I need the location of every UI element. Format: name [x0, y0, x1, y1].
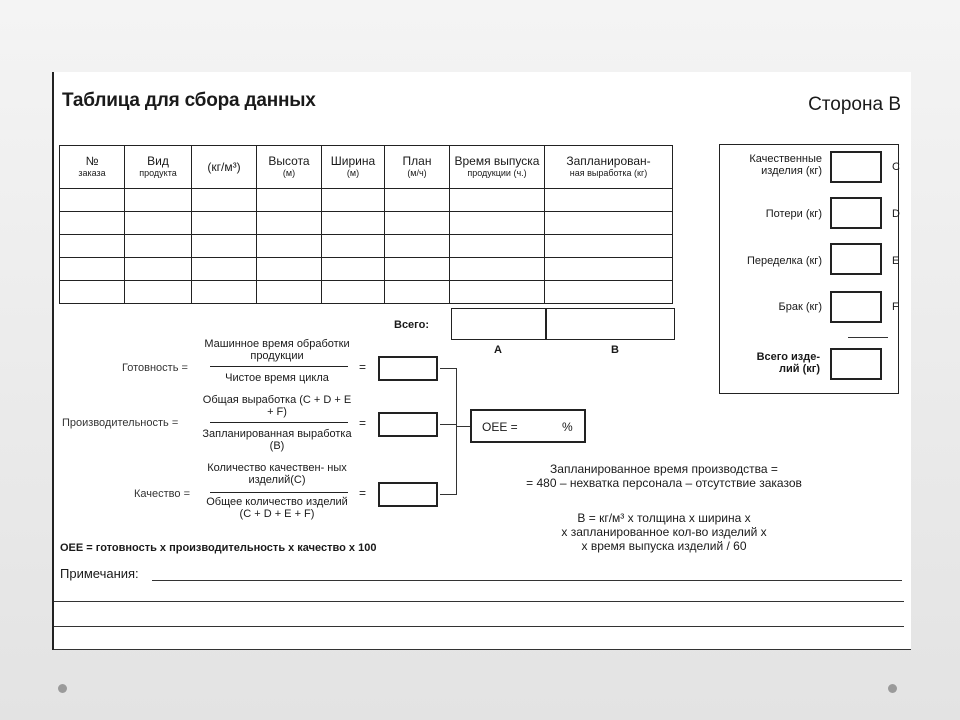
- column-letter-b: B: [611, 344, 619, 356]
- table-cell[interactable]: [322, 189, 385, 212]
- table-cell[interactable]: [60, 212, 125, 235]
- slide-bullet-left: [58, 684, 67, 693]
- quality-items-label: Качественные изделия (кг): [749, 153, 822, 177]
- total-production-time-field[interactable]: [451, 308, 547, 340]
- table-cell[interactable]: [322, 235, 385, 258]
- table-cell[interactable]: [322, 258, 385, 281]
- table-cell[interactable]: [192, 212, 257, 235]
- table-cell[interactable]: [192, 189, 257, 212]
- table-cell[interactable]: [322, 212, 385, 235]
- table-row: [60, 212, 673, 235]
- table-cell[interactable]: [257, 235, 322, 258]
- output-panel: [719, 144, 899, 394]
- quality-denominator: Общее количество изделий (C + D + E + F): [206, 496, 348, 520]
- oee-definition: OEE = готовность х производительность х качество х 100: [60, 542, 377, 554]
- table-cell[interactable]: [60, 189, 125, 212]
- b-formula-line-2: х запланированное кол-во изделий х: [561, 525, 767, 539]
- table-cell[interactable]: [545, 281, 673, 304]
- table-cell[interactable]: [450, 258, 545, 281]
- oee-percent-sign: %: [562, 420, 573, 434]
- remarks-label: Примечания:: [60, 566, 139, 581]
- page-edge: [54, 649, 911, 650]
- table-cell[interactable]: [385, 281, 450, 304]
- total-planned-output-field[interactable]: [545, 308, 675, 340]
- column-letter-a: A: [494, 344, 502, 356]
- table-cell[interactable]: [545, 258, 673, 281]
- letter-f: F: [892, 301, 899, 313]
- availability-equals: =: [359, 360, 367, 374]
- performance-label: Производительность =: [62, 417, 179, 429]
- table-cell[interactable]: [545, 212, 673, 235]
- performance-equals: =: [359, 416, 367, 430]
- quality-equals: =: [359, 486, 367, 500]
- header-width: Ширина (м): [322, 146, 385, 189]
- performance-numerator: Общая выработка (C + D + E + F): [202, 394, 352, 418]
- letter-d: D: [892, 208, 900, 220]
- bracket-line: [456, 426, 470, 427]
- data-collection-form: [52, 72, 911, 650]
- table-row: [60, 189, 673, 212]
- quality-fraction-bar: [210, 492, 348, 493]
- header-plan: План (м/ч): [385, 146, 450, 189]
- quality-label: Качество =: [134, 488, 190, 500]
- table-cell[interactable]: [125, 258, 192, 281]
- losses-label: Потери (кг): [765, 208, 822, 220]
- table-row: [60, 258, 673, 281]
- bracket-line: [440, 424, 456, 425]
- performance-denominator: Запланированная выработка (В): [202, 428, 352, 452]
- table-cell[interactable]: [545, 189, 673, 212]
- quality-numerator: Количество качествен- ных изделий(С): [207, 462, 347, 486]
- planned-time-line-1: Запланированное время производства =: [550, 462, 778, 476]
- total-items-field[interactable]: [830, 348, 882, 380]
- remarks-line[interactable]: [152, 580, 902, 581]
- b-formula-line-3: х время выпуска изделий / 60: [581, 539, 747, 553]
- table-cell[interactable]: [257, 258, 322, 281]
- bracket-line: [456, 368, 457, 495]
- table-cell[interactable]: [125, 212, 192, 235]
- table-cell[interactable]: [450, 235, 545, 258]
- slide-bullet-right: [888, 684, 897, 693]
- table-header-row: [60, 146, 673, 189]
- availability-fraction-bar: [210, 366, 348, 367]
- bracket-line: [440, 494, 456, 495]
- table-cell[interactable]: [257, 281, 322, 304]
- table-cell[interactable]: [450, 212, 545, 235]
- rework-label: Переделка (кг): [747, 255, 822, 267]
- table-cell[interactable]: [385, 189, 450, 212]
- planned-time-line-2: = 480 – нехватка персонала – отсутствие заказов: [526, 476, 802, 490]
- panel-separator: [848, 337, 888, 338]
- table-cell[interactable]: [545, 235, 673, 258]
- bracket-line: [440, 368, 456, 369]
- table-cell[interactable]: [385, 258, 450, 281]
- table-cell[interactable]: [257, 189, 322, 212]
- quality-items-field[interactable]: [830, 151, 882, 183]
- table-cell[interactable]: [385, 235, 450, 258]
- table-cell[interactable]: [125, 189, 192, 212]
- header-order-number: № заказа: [60, 146, 125, 189]
- availability-label: Готовность =: [122, 362, 188, 374]
- letter-e: E: [892, 255, 900, 267]
- scrap-field[interactable]: [830, 291, 882, 323]
- header-planned-output: Запланирован- ная выработка (кг): [545, 146, 673, 189]
- losses-field[interactable]: [830, 197, 882, 229]
- quality-result-field[interactable]: [378, 482, 438, 507]
- table-cell[interactable]: [192, 281, 257, 304]
- letter-c: C: [892, 161, 900, 173]
- side-label: Сторона В: [808, 94, 901, 115]
- table-cell[interactable]: [192, 258, 257, 281]
- table-cell[interactable]: [385, 212, 450, 235]
- performance-fraction-bar: [210, 422, 348, 423]
- b-formula-line-1: В = кг/м³ х толщина х ширина х: [577, 511, 751, 525]
- table-cell[interactable]: [192, 235, 257, 258]
- data-table: [59, 145, 673, 304]
- table-cell[interactable]: [450, 189, 545, 212]
- table-cell[interactable]: [60, 258, 125, 281]
- table-cell[interactable]: [125, 235, 192, 258]
- table-row: [60, 281, 673, 304]
- header-height: Высота (м): [257, 146, 322, 189]
- oee-label: OEE =: [482, 420, 518, 434]
- oee-result-field[interactable]: [470, 409, 586, 443]
- table-cell[interactable]: [60, 235, 125, 258]
- total-label: Всего:: [394, 319, 429, 331]
- table-row: [60, 235, 673, 258]
- form-title: Таблица для сбора данных: [62, 90, 316, 111]
- table-cell[interactable]: [125, 281, 192, 304]
- remarks-line[interactable]: [54, 626, 904, 627]
- performance-result-field[interactable]: [378, 412, 438, 437]
- header-density: (кг/м³): [192, 146, 257, 189]
- total-items-label: Всего изде- лий (кг): [756, 351, 820, 375]
- table-cell[interactable]: [257, 212, 322, 235]
- availability-numerator: Машинное время обработки продукции: [204, 338, 350, 362]
- scrap-label: Брак (кг): [778, 301, 822, 313]
- availability-result-field[interactable]: [378, 356, 438, 381]
- remarks-line[interactable]: [54, 601, 904, 602]
- availability-denominator: Чистое время цикла: [225, 372, 329, 384]
- header-production-time: Время выпуска продукции (ч.): [450, 146, 545, 189]
- rework-field[interactable]: [830, 243, 882, 275]
- table-cell[interactable]: [450, 281, 545, 304]
- table-cell[interactable]: [60, 281, 125, 304]
- table-cell[interactable]: [322, 281, 385, 304]
- header-product-type: Вид продукта: [125, 146, 192, 189]
